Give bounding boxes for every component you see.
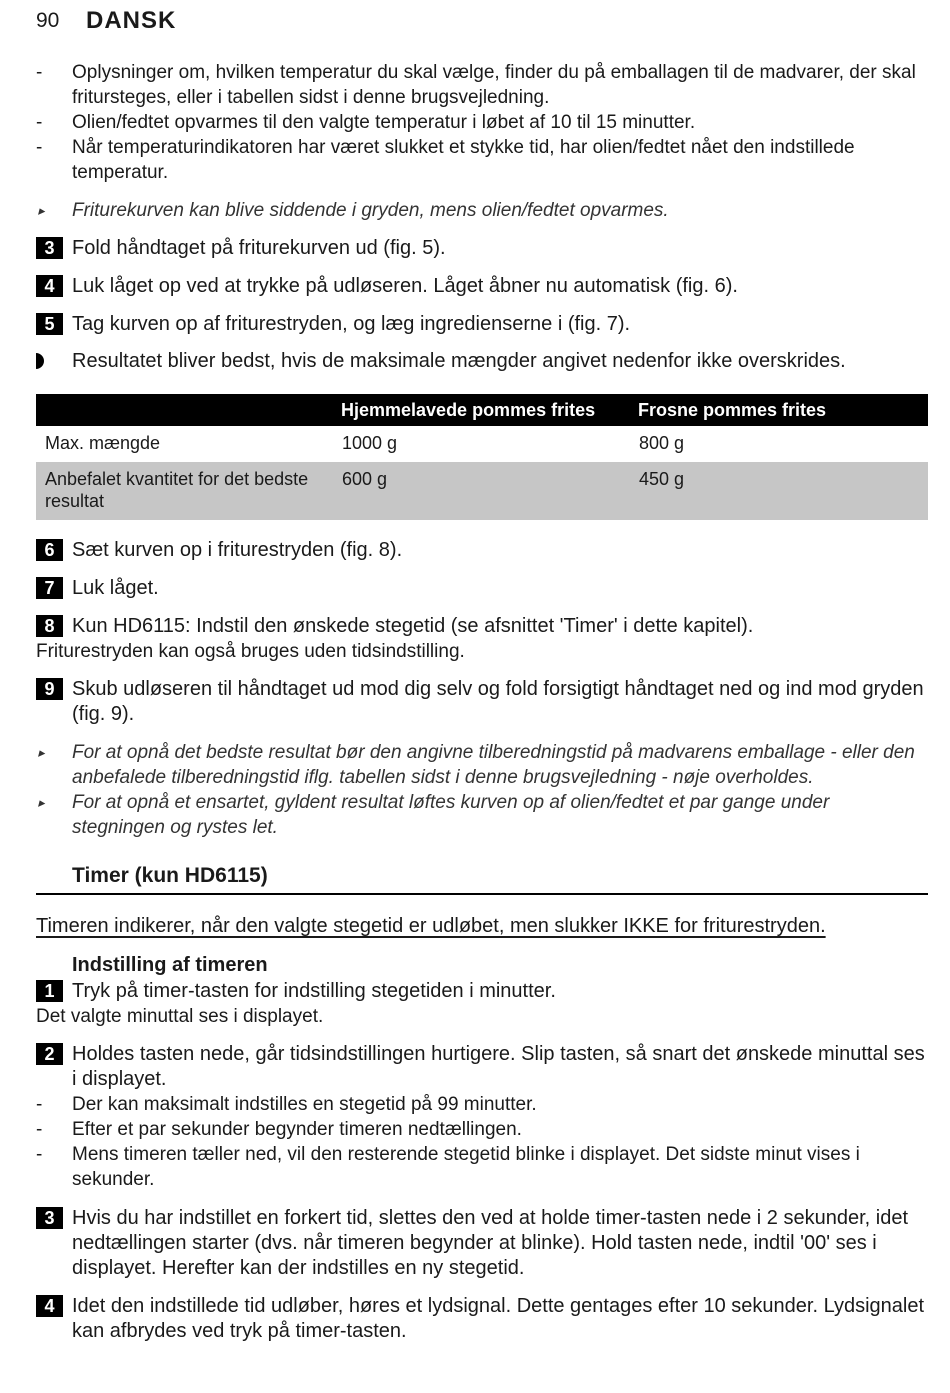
list-item bbox=[36, 60, 926, 110]
step-text: Holdes tasten nede, går tidsindstillingen hurtigere. Slip tasten, så snart det ønskede minuttal ses i displayet. bbox=[72, 1043, 925, 1090]
list-item-text: Mens timeren tæller ned, vil den resterende stegetid blinke i displayet. Det sidste minut vises i sekunder. bbox=[72, 1144, 860, 1190]
step-number-badge: 3 bbox=[36, 1207, 63, 1229]
step-item bbox=[36, 236, 926, 261]
step-item bbox=[36, 1294, 926, 1344]
step-item bbox=[36, 677, 926, 727]
table-cell: 450 g bbox=[630, 462, 928, 520]
step-text: Tryk på timer-tasten for indstilling stegetiden i minutter. bbox=[72, 980, 556, 1002]
step-text: Kun HD6115: Indstil den ønskede stegetid (se afsnittet 'Timer' i dette kapitel). bbox=[72, 615, 754, 637]
result-note-text: Resultatet bliver bedst, hvis de maksimale mængder angivet nedenfor ikke overskrides. bbox=[72, 350, 846, 372]
language-heading: DANSK bbox=[86, 7, 177, 34]
step-item bbox=[36, 274, 926, 299]
step-followup-text: Det valgte minuttal ses i displayet. bbox=[36, 1006, 324, 1027]
note-item bbox=[36, 740, 926, 790]
note-item bbox=[36, 790, 926, 840]
dash-bullet: - bbox=[36, 62, 43, 83]
step-number-badge: 2 bbox=[36, 1043, 63, 1065]
page-number: 90 bbox=[36, 9, 60, 32]
step-text: Hvis du har indstillet en forkert tid, slettes den ved at holde timer-tasten nede i 2 sekunder, idet nedtællingen starter (dvs. når timeren begynder at blinke). Hold tasten nede, indtil '00' ses i displayet. Herefter kan der indstilles en ny stegetid. bbox=[72, 1207, 909, 1279]
step-number-badge: 8 bbox=[36, 615, 63, 637]
arrow-bullet-icon: ▸ bbox=[38, 795, 45, 810]
step-text: Fold håndtaget på friturekurven ud (fig. 5). bbox=[72, 237, 446, 259]
step-item bbox=[36, 538, 926, 563]
step-number-badge: 4 bbox=[36, 1295, 63, 1317]
step-number-badge: 1 bbox=[36, 980, 63, 1002]
table-cell: Anbefalet kvantitet for det bedste resultat bbox=[36, 462, 333, 520]
table-header-cell: Hjemmelavede pommes frites bbox=[333, 394, 630, 426]
list-item bbox=[36, 1092, 926, 1117]
dash-bullet: - bbox=[36, 137, 43, 158]
list-item-text: Efter et par sekunder begynder timeren nedtællingen. bbox=[72, 1119, 522, 1140]
dash-bullet: - bbox=[36, 1119, 43, 1140]
note-text: For at opnå et ensartet, gyldent resultat løftes kurven op af olien/fedtet et par gange under stegningen og rystes let. bbox=[72, 792, 830, 838]
arrow-bullet-icon: ▸ bbox=[38, 745, 45, 760]
step-item bbox=[36, 576, 926, 601]
table-header-row bbox=[36, 394, 928, 426]
list-item bbox=[36, 135, 926, 185]
note-item bbox=[36, 198, 926, 223]
dash-bullet: - bbox=[36, 1144, 43, 1165]
list-item-text: Der kan maksimalt indstilles en stegetid på 99 minutter. bbox=[72, 1094, 537, 1115]
result-note bbox=[36, 349, 926, 374]
subheading: Indstilling af timeren bbox=[72, 954, 268, 976]
list-item-text: Olien/fedtet opvarmes til den valgte temperatur i løbet af 10 til 15 minutter. bbox=[72, 112, 696, 133]
step-number-badge: 3 bbox=[36, 237, 63, 259]
step-number-badge: 5 bbox=[36, 313, 63, 335]
step-number-badge: 6 bbox=[36, 539, 63, 561]
table-row bbox=[36, 426, 928, 462]
table-cell: 1000 g bbox=[333, 426, 630, 462]
list-item bbox=[36, 1117, 926, 1142]
dash-bullet: - bbox=[36, 112, 43, 133]
section-divider bbox=[36, 893, 928, 895]
table-cell: 600 g bbox=[333, 462, 630, 520]
note-text: Friturekurven kan blive siddende i gryden, mens olien/fedtet opvarmes. bbox=[72, 200, 669, 221]
half-circle-bullet-icon bbox=[36, 353, 46, 369]
step-text: Tag kurven op af friturestryden, og læg ingredienserne i (fig. 7). bbox=[72, 313, 631, 335]
list-item bbox=[36, 1142, 926, 1192]
table-header-cell bbox=[36, 394, 333, 426]
step-text: Luk låget. bbox=[72, 577, 159, 599]
table-header-cell: Frosne pommes frites bbox=[630, 394, 928, 426]
step-item bbox=[36, 1042, 926, 1092]
step-number-badge: 7 bbox=[36, 577, 63, 599]
step-item bbox=[36, 614, 926, 639]
table-row bbox=[36, 462, 928, 520]
step-item bbox=[36, 312, 926, 337]
step-item bbox=[36, 979, 926, 1004]
arrow-bullet-icon: ▸ bbox=[38, 203, 45, 218]
step-number-badge: 9 bbox=[36, 678, 63, 700]
step-text: Luk låget op ved at trykke på udløseren. Låget åbner nu automatisk (fig. 6). bbox=[72, 275, 738, 297]
step-number-badge: 4 bbox=[36, 275, 63, 297]
step-text: Sæt kurven op i friturestryden (fig. 8). bbox=[72, 539, 403, 561]
step-item bbox=[36, 1206, 926, 1281]
section-title: Timer (kun HD6115) bbox=[72, 864, 268, 887]
quantity-table bbox=[36, 394, 928, 520]
step-text: Idet den indstillede tid udløber, høres et lydsignal. Dette gentages efter 10 sekunder. Lydsignalet kan afbrydes ved tryk på timer-tasten. bbox=[72, 1295, 925, 1342]
step-text: Skub udløseren til håndtaget ud mod dig selv og fold forsigtigt håndtaget ned og ind mod gryden (fig. 9). bbox=[72, 678, 924, 725]
section-intro: Timeren indikerer, når den valgte stegetid er udløbet, men slukker IKKE for friturestryden. bbox=[36, 915, 826, 937]
dash-bullet: - bbox=[36, 1094, 43, 1115]
table-cell: 800 g bbox=[630, 426, 928, 462]
table-cell: Max. mængde bbox=[36, 426, 333, 462]
list-item-text: Oplysninger om, hvilken temperatur du skal vælge, finder du på emballagen til de madvarer, der skal fritursteges, eller i tabellen sidst i denne brugsvejledning. bbox=[72, 62, 916, 108]
list-item-text: Når temperaturindikatoren har været slukket et stykke tid, har olien/fedtet nået den indstillede temperatur. bbox=[72, 137, 855, 183]
list-item bbox=[36, 110, 926, 135]
note-text: For at opnå det bedste resultat bør den angivne tilberedningstid på madvarens emballage - eller den anbefalede tilberedningstid iflg. tabellen sidst i denne brugsvejledning - nøje overholdes. bbox=[72, 742, 915, 788]
step-followup-text: Friturestryden kan også bruges uden tidsindstilling. bbox=[36, 641, 465, 662]
